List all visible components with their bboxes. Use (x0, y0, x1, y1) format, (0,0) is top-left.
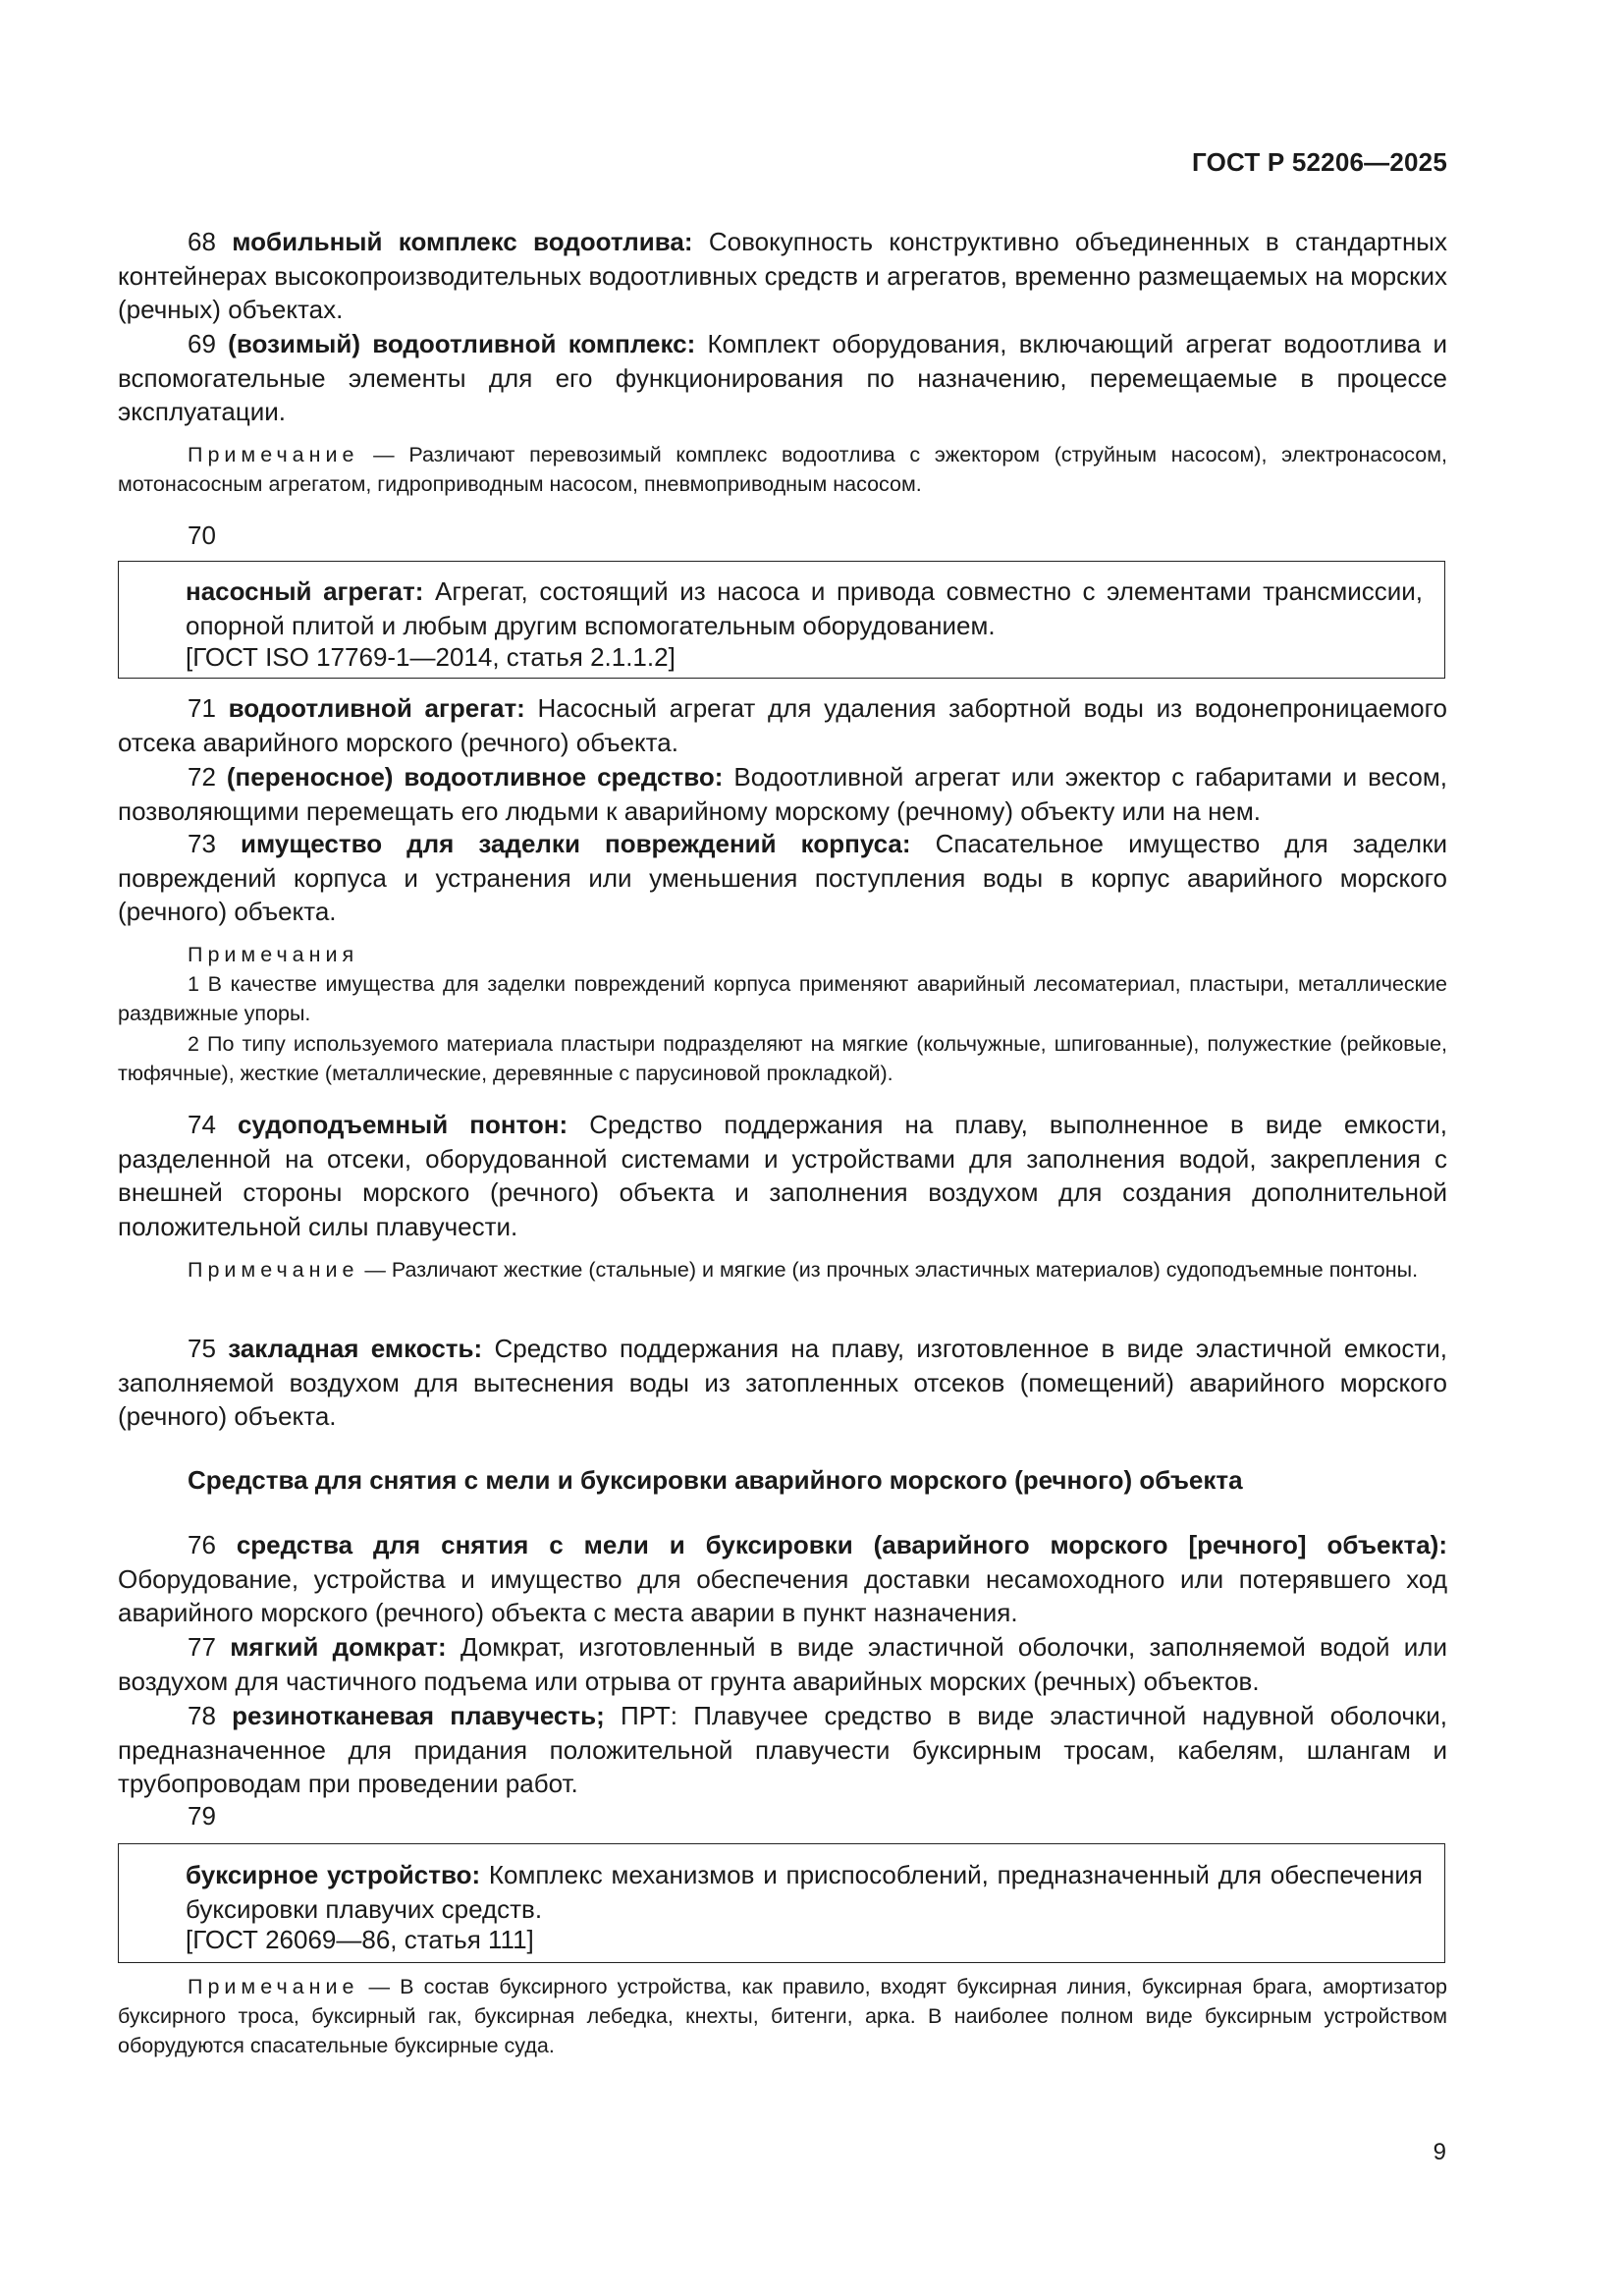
entry-77: 77 мягкий домкрат: Домкрат, изготовленный в виде эластичной оболочки, заполняемой водой или воздухом для частичного подъема или отрыва от грунта аварийных морских (речных) объектов. (118, 1632, 1448, 1696)
entry-79-definition: буксирное устройство: Комплекс механизмов и приспособлений, предназначенный для обеспечения буксировки плавучих средств. (186, 1860, 1423, 1924)
notes-73-item-1: 1 В качестве имущества для заделки повреждений корпуса применяют аварийный лесоматериал, пластыри, металлические раздвижные упоры. (118, 972, 1447, 1025)
page-header: ГОСТ Р 52206—2025 (1192, 147, 1447, 177)
note-79: Примечание — В состав буксирного устройства, как правило, входят буксирная линия, буксирная брага, амортизатор буксирного троса, буксирный гак, буксирная лебедка, кнехты, битенги, арка. В наиболее полном виде буксирным устройством оборудуются спасательные буксирные суда. (118, 1975, 1447, 2057)
entry-71: 71 водоотливной агрегат: Насосный агрегат для удаления забортной воды из водонепроницаемого отсека аварийного морского (речного) объекта. (118, 693, 1447, 757)
term: имущество для заделки повреждений корпуса: (240, 829, 911, 858)
entry-70-box (118, 561, 1445, 679)
entry-73: 73 имущество для заделки повреждений корпуса: Спасательное имущество для заделки повреждений корпуса и устранения или уменьшения поступления воды в корпус аварийного морского (речного) объекта. (118, 829, 1447, 926)
note-74: Примечание — Различают жесткие (стальные) и мягкие (из прочных эластичных материалов) судоподъемные понтоны. (188, 1258, 1419, 1282)
section-heading: Средства для снятия с мели и буксировки аварийного морского (речного) объекта (188, 1465, 1243, 1495)
entry-70-number: 70 (188, 520, 216, 550)
notes-73-item-2: 2 По типу используемого материала пластыри подразделяют на мягкие (кольчужные, шпигованные), полужесткие (рейковые, тюфячные), жесткие (металлические, деревянные с парусиновой прокладкой). (118, 1032, 1447, 1085)
term: закладная емкость: (228, 1334, 483, 1363)
entry-79-reference: [ГОСТ 26069—86, статья 111] (186, 1925, 534, 1954)
term: (возимый) водоотливной комплекс: (228, 329, 696, 358)
entry-70-reference: [ГОСТ ISO 17769-1—2014, статья 2.1.1.2] (186, 642, 676, 672)
entry-70-definition: насосный агрегат: Агрегат, состоящий из насоса и привода совместно с элементами трансмиссии, опорной плитой и любым другим вспомогательным оборудованием. (186, 576, 1423, 640)
entry-69: 69 (возимый) водоотливной комплекс: Комплект оборудования, включающий агрегат водоотлива и вспомогательные элементы для его функционирования по назначению, перемещаемые в процессе эксплуатации. (118, 329, 1447, 426)
entry-75: 75 закладная емкость: Средство поддержания на плаву, изготовленное в виде эластичной емкости, заполняемой воздухом для вытеснения воды из затопленных отсеков (помещений) аварийного морского (речного) объекта. (118, 1334, 1447, 1431)
term: насосный агрегат: (186, 576, 424, 606)
entry-74: 74 судоподъемный понтон: Средство поддержания на плаву, выполненное в виде емкости, разделенной на отсеки, оборудованной системами и устройствами для заполнения водой, закрепления с внешней стороны морского (речного) объекта и заполнения воздухом для создания дополнительной положительной силы плавучести. (118, 1110, 1447, 1241)
notes-73-label: Примечания (188, 943, 359, 966)
entry-72: 72 (переносное) водоотливное средство: Водоотливной агрегат или эжектор с габаритами и весом, позволяющими перемещать его людьми к аварийному морскому (речному) объекту или на нем. (118, 762, 1447, 826)
term: мобильный комплекс водоотлива: (232, 227, 693, 256)
page-number: 9 (1433, 2139, 1446, 2165)
entry-76: 76 средства для снятия с мели и буксировки (аварийного морского [речного] объекта): Оборудование, устройства и имущество для обеспечения доставки несамоходного или потерявшего ход аварийного морского (речного) объекта с места аварии в пункт назначения. (118, 1530, 1447, 1627)
term: судоподъемный понтон: (237, 1110, 568, 1139)
term: резинотканевая плавучесть; (232, 1701, 605, 1730)
entry-78: 78 резинотканевая плавучесть; ПРТ: Плавучее средство в виде эластичной надувной оболочки, предназначенное для придания положительной плавучести буксирным тросам, кабелям, шлангам и трубопроводам при проведении работ. (118, 1701, 1447, 1798)
note-69: Примечание — Различают перевозимый комплекс водоотлива с эжектором (струйным насосом), электронасосом, мотонасосным агрегатом, гидроприводным насосом, пневмоприводным насосом. (118, 443, 1447, 496)
term: (переносное) водоотливное средство: (226, 762, 724, 792)
term: водоотливной агрегат: (228, 693, 525, 723)
term: средства для снятия с мели и буксировки (аварийного морского [речного] объекта): (236, 1530, 1447, 1559)
term: мягкий домкрат: (230, 1632, 447, 1662)
term: буксирное устройство: (186, 1860, 481, 1889)
entry-79-number: 79 (188, 1801, 216, 1831)
entry-79-box (118, 1843, 1445, 1963)
entry-68: 68 мобильный комплекс водоотлива: Совокупность конструктивно объединенных в стандартных контейнерах высокопроизводительных водоотливных средств и агрегатов, временно размещаемых на морских (речных) объектах. (118, 227, 1447, 324)
